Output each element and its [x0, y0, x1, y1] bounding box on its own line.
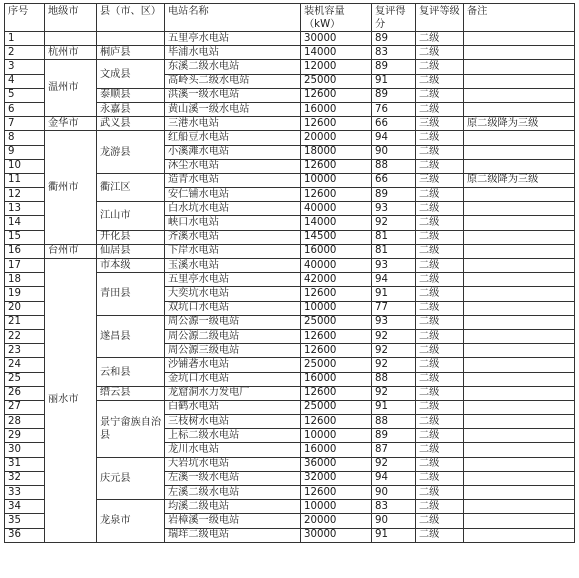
capacity-value: 20000: [301, 514, 372, 528]
score-value: 92: [372, 457, 416, 471]
station-name: 龙窟洞水力发电厂: [165, 386, 301, 400]
row-seq: 33: [5, 486, 45, 500]
capacity-value: 25000: [301, 400, 372, 414]
grade-value: 三级: [416, 117, 464, 131]
header-county: 县（市、区）: [97, 4, 165, 32]
note-value: [464, 329, 575, 343]
county-cell: 龙泉市: [97, 500, 165, 543]
note-value: [464, 486, 575, 500]
score-value: 94: [372, 471, 416, 485]
station-name: 大奕坑水电站: [165, 287, 301, 301]
station-name: 左溪二级水电站: [165, 486, 301, 500]
station-name: 五里亭水电站: [165, 273, 301, 287]
score-value: 92: [372, 358, 416, 372]
row-seq: 23: [5, 344, 45, 358]
capacity-value: 12600: [301, 117, 372, 131]
station-name: 三港水电站: [165, 117, 301, 131]
row-seq: 9: [5, 145, 45, 159]
grade-value: 二级: [416, 528, 464, 542]
note-value: [464, 46, 575, 60]
score-value: 90: [372, 145, 416, 159]
county-cell: 龙游县: [97, 131, 165, 174]
grade-value: 二级: [416, 386, 464, 400]
score-value: 81: [372, 244, 416, 258]
station-name: 下岸水电站: [165, 244, 301, 258]
row-seq: 30: [5, 443, 45, 457]
header-score: 复评得分: [372, 4, 416, 32]
table-row: [5, 46, 575, 60]
table-row: [5, 117, 575, 131]
score-value: 91: [372, 287, 416, 301]
note-value: [464, 358, 575, 372]
grade-value: 二级: [416, 244, 464, 258]
station-name: 高岭头二级水电站: [165, 74, 301, 88]
score-value: 83: [372, 46, 416, 60]
row-seq: 14: [5, 216, 45, 230]
row-seq: 19: [5, 287, 45, 301]
station-name: 双坑口水电站: [165, 301, 301, 315]
note-value: [464, 287, 575, 301]
county-cell: 桐庐县: [97, 46, 165, 60]
score-value: 91: [372, 74, 416, 88]
station-name: 玉溪水电站: [165, 259, 301, 273]
capacity-value: 18000: [301, 145, 372, 159]
note-value: [464, 400, 575, 414]
row-seq: 11: [5, 173, 45, 187]
station-name: 金坑口水电站: [165, 372, 301, 386]
score-value: 92: [372, 344, 416, 358]
note-value: [464, 244, 575, 258]
note-value: [464, 386, 575, 400]
score-value: 89: [372, 88, 416, 102]
grade-value: 二级: [416, 315, 464, 329]
grade-value: 二级: [416, 74, 464, 88]
score-value: 89: [372, 32, 416, 46]
row-seq: 8: [5, 131, 45, 145]
note-value: [464, 514, 575, 528]
grade-value: 二级: [416, 145, 464, 159]
station-name: 左溪一级水电站: [165, 471, 301, 485]
table-row: [5, 32, 575, 46]
grade-value: 二级: [416, 88, 464, 102]
row-seq: 31: [5, 457, 45, 471]
header-city: 地级市: [45, 4, 97, 32]
station-name: 齐溪水电站: [165, 230, 301, 244]
grade-value: 二级: [416, 443, 464, 457]
county-cell: 文成县: [97, 60, 165, 88]
capacity-value: 40000: [301, 202, 372, 216]
score-value: 93: [372, 202, 416, 216]
city-cell: 台州市: [45, 244, 97, 258]
capacity-value: 25000: [301, 74, 372, 88]
station-name: 周公源三级电站: [165, 344, 301, 358]
capacity-value: 16000: [301, 102, 372, 116]
county-cell: [97, 32, 165, 46]
score-value: 76: [372, 102, 416, 116]
score-value: 88: [372, 415, 416, 429]
grade-value: 二级: [416, 400, 464, 414]
station-name: 小溪滩水电站: [165, 145, 301, 159]
score-value: 93: [372, 259, 416, 273]
capacity-value: 12600: [301, 88, 372, 102]
station-name: 沙铺砻水电站: [165, 358, 301, 372]
score-value: 83: [372, 500, 416, 514]
county-cell: 青田县: [97, 273, 165, 316]
note-value: [464, 443, 575, 457]
row-seq: 27: [5, 400, 45, 414]
score-value: 81: [372, 230, 416, 244]
city-cell: 杭州市: [45, 46, 97, 60]
station-name: 瑞垟二级电站: [165, 528, 301, 542]
capacity-value: 32000: [301, 471, 372, 485]
station-name: 龙川水电站: [165, 443, 301, 457]
header-seq: 序号: [5, 4, 45, 32]
row-seq: 5: [5, 88, 45, 102]
score-value: 87: [372, 443, 416, 457]
note-value: [464, 88, 575, 102]
station-name: 周公源二级电站: [165, 329, 301, 343]
row-seq: 12: [5, 188, 45, 202]
station-name: 周公源一级电站: [165, 315, 301, 329]
city-cell: 温州市: [45, 60, 97, 117]
grade-value: 二级: [416, 46, 464, 60]
county-cell: 遂昌县: [97, 315, 165, 358]
city-cell: 衢州市: [45, 131, 97, 245]
capacity-value: 10000: [301, 173, 372, 187]
county-cell: 云和县: [97, 358, 165, 386]
capacity-value: 20000: [301, 131, 372, 145]
row-seq: 20: [5, 301, 45, 315]
score-value: 94: [372, 131, 416, 145]
grade-value: 二级: [416, 188, 464, 202]
grade-value: 二级: [416, 358, 464, 372]
grade-value: 二级: [416, 301, 464, 315]
capacity-value: 12600: [301, 486, 372, 500]
row-seq: 21: [5, 315, 45, 329]
station-name: 黄山溪一级水电站: [165, 102, 301, 116]
note-value: [464, 528, 575, 542]
capacity-value: 12600: [301, 159, 372, 173]
county-cell: 永嘉县: [97, 102, 165, 116]
note-value: [464, 259, 575, 273]
county-cell: 庆元县: [97, 457, 165, 500]
capacity-value: 16000: [301, 244, 372, 258]
capacity-value: 12000: [301, 60, 372, 74]
grade-value: 二级: [416, 429, 464, 443]
capacity-value: 10000: [301, 500, 372, 514]
grade-value: 二级: [416, 202, 464, 216]
station-name: 峡口水电站: [165, 216, 301, 230]
note-value: [464, 216, 575, 230]
station-name: 三枝树水电站: [165, 415, 301, 429]
score-value: 92: [372, 329, 416, 343]
station-name: 白水坑水电站: [165, 202, 301, 216]
grade-value: 二级: [416, 486, 464, 500]
grade-value: 二级: [416, 457, 464, 471]
station-name: 沐尘水电站: [165, 159, 301, 173]
row-seq: 7: [5, 117, 45, 131]
score-value: 88: [372, 159, 416, 173]
note-value: [464, 131, 575, 145]
row-seq: 2: [5, 46, 45, 60]
grade-value: 二级: [416, 471, 464, 485]
station-name: 白鹤水电站: [165, 400, 301, 414]
grade-value: 二级: [416, 131, 464, 145]
score-value: 92: [372, 216, 416, 230]
grade-value: 三级: [416, 173, 464, 187]
note-value: [464, 372, 575, 386]
note-value: [464, 471, 575, 485]
capacity-value: 10000: [301, 429, 372, 443]
table-row: [5, 259, 575, 273]
score-value: 92: [372, 386, 416, 400]
station-name: 毕浦水电站: [165, 46, 301, 60]
row-seq: 1: [5, 32, 45, 46]
grade-value: 二级: [416, 159, 464, 173]
capacity-value: 14500: [301, 230, 372, 244]
note-value: [464, 415, 575, 429]
capacity-value: 36000: [301, 457, 372, 471]
row-seq: 29: [5, 429, 45, 443]
header-capacity: 装机容量（kW）: [301, 4, 372, 32]
row-seq: 34: [5, 500, 45, 514]
score-value: 66: [372, 117, 416, 131]
capacity-value: 25000: [301, 358, 372, 372]
note-value: [464, 344, 575, 358]
station-name: 岩樟溪一级电站: [165, 514, 301, 528]
county-cell: 仙居县: [97, 244, 165, 258]
capacity-value: 30000: [301, 528, 372, 542]
row-seq: 6: [5, 102, 45, 116]
row-seq: 13: [5, 202, 45, 216]
station-name: 安仁铺水电站: [165, 188, 301, 202]
capacity-value: 16000: [301, 443, 372, 457]
county-cell: 江山市: [97, 202, 165, 230]
row-seq: 22: [5, 329, 45, 343]
grade-value: 二级: [416, 500, 464, 514]
grade-value: 二级: [416, 102, 464, 116]
note-value: [464, 60, 575, 74]
grade-value: 二级: [416, 344, 464, 358]
grade-value: 二级: [416, 259, 464, 273]
capacity-value: 12600: [301, 386, 372, 400]
note-value: [464, 230, 575, 244]
score-value: 89: [372, 429, 416, 443]
header-station: 电站名称: [165, 4, 301, 32]
score-value: 89: [372, 188, 416, 202]
note-value: [464, 202, 575, 216]
note-value: 原二级降为三级: [464, 117, 575, 131]
county-cell: 景宁畲族自治县: [97, 400, 165, 457]
station-name: 洪溪一级水电站: [165, 88, 301, 102]
score-value: 77: [372, 301, 416, 315]
score-value: 93: [372, 315, 416, 329]
table-row: [5, 244, 575, 258]
row-seq: 17: [5, 259, 45, 273]
county-cell: 泰顺县: [97, 88, 165, 102]
hydropower-review-table: [4, 3, 575, 543]
note-value: [464, 273, 575, 287]
grade-value: 二级: [416, 273, 464, 287]
county-cell: 武义县: [97, 117, 165, 131]
table-row: [5, 131, 575, 145]
row-seq: 36: [5, 528, 45, 542]
city-cell: 金华市: [45, 117, 97, 131]
row-seq: 25: [5, 372, 45, 386]
capacity-value: 42000: [301, 273, 372, 287]
capacity-value: 16000: [301, 372, 372, 386]
row-seq: 32: [5, 471, 45, 485]
header-note: 备注: [464, 4, 575, 32]
capacity-value: 10000: [301, 301, 372, 315]
grade-value: 二级: [416, 32, 464, 46]
header-grade: 复评等级: [416, 4, 464, 32]
row-seq: 10: [5, 159, 45, 173]
county-cell: 市本级: [97, 259, 165, 273]
county-cell: 开化县: [97, 230, 165, 244]
capacity-value: 12600: [301, 188, 372, 202]
note-value: 原二级降为三级: [464, 173, 575, 187]
grade-value: 二级: [416, 372, 464, 386]
row-seq: 16: [5, 244, 45, 258]
grade-value: 二级: [416, 329, 464, 343]
station-name: 五里亭水电站: [165, 32, 301, 46]
capacity-value: 12600: [301, 344, 372, 358]
capacity-value: 14000: [301, 46, 372, 60]
note-value: [464, 102, 575, 116]
county-cell: 缙云县: [97, 386, 165, 400]
row-seq: 15: [5, 230, 45, 244]
grade-value: 二级: [416, 216, 464, 230]
note-value: [464, 145, 575, 159]
grade-value: 二级: [416, 60, 464, 74]
grade-value: 二级: [416, 514, 464, 528]
row-seq: 28: [5, 415, 45, 429]
note-value: [464, 500, 575, 514]
row-seq: 35: [5, 514, 45, 528]
score-value: 91: [372, 400, 416, 414]
capacity-value: 25000: [301, 315, 372, 329]
score-value: 94: [372, 273, 416, 287]
row-seq: 4: [5, 74, 45, 88]
note-value: [464, 315, 575, 329]
note-value: [464, 32, 575, 46]
grade-value: 二级: [416, 287, 464, 301]
station-name: 造青水电站: [165, 173, 301, 187]
score-value: 91: [372, 528, 416, 542]
row-seq: 18: [5, 273, 45, 287]
station-name: 上标二级水电站: [165, 429, 301, 443]
score-value: 89: [372, 60, 416, 74]
score-value: 88: [372, 372, 416, 386]
county-cell: 衢江区: [97, 173, 165, 201]
grade-value: 二级: [416, 415, 464, 429]
row-seq: 26: [5, 386, 45, 400]
capacity-value: 12600: [301, 287, 372, 301]
station-name: 均溪二级电站: [165, 500, 301, 514]
header-row: [5, 4, 575, 32]
station-name: 大岩坑水电站: [165, 457, 301, 471]
score-value: 90: [372, 514, 416, 528]
score-value: 66: [372, 173, 416, 187]
capacity-value: 40000: [301, 259, 372, 273]
row-seq: 3: [5, 60, 45, 74]
capacity-value: 14000: [301, 216, 372, 230]
note-value: [464, 457, 575, 471]
station-name: 东溪二级水电站: [165, 60, 301, 74]
note-value: [464, 429, 575, 443]
city-cell: [45, 32, 97, 46]
note-value: [464, 301, 575, 315]
capacity-value: 12600: [301, 415, 372, 429]
capacity-value: 30000: [301, 32, 372, 46]
city-cell: 丽水市: [45, 259, 97, 543]
grade-value: 二级: [416, 230, 464, 244]
table-row: [5, 60, 575, 74]
note-value: [464, 74, 575, 88]
row-seq: 24: [5, 358, 45, 372]
note-value: [464, 188, 575, 202]
score-value: 90: [372, 486, 416, 500]
capacity-value: 12600: [301, 329, 372, 343]
station-name: 红船豆水电站: [165, 131, 301, 145]
note-value: [464, 159, 575, 173]
table-body: [5, 32, 575, 543]
